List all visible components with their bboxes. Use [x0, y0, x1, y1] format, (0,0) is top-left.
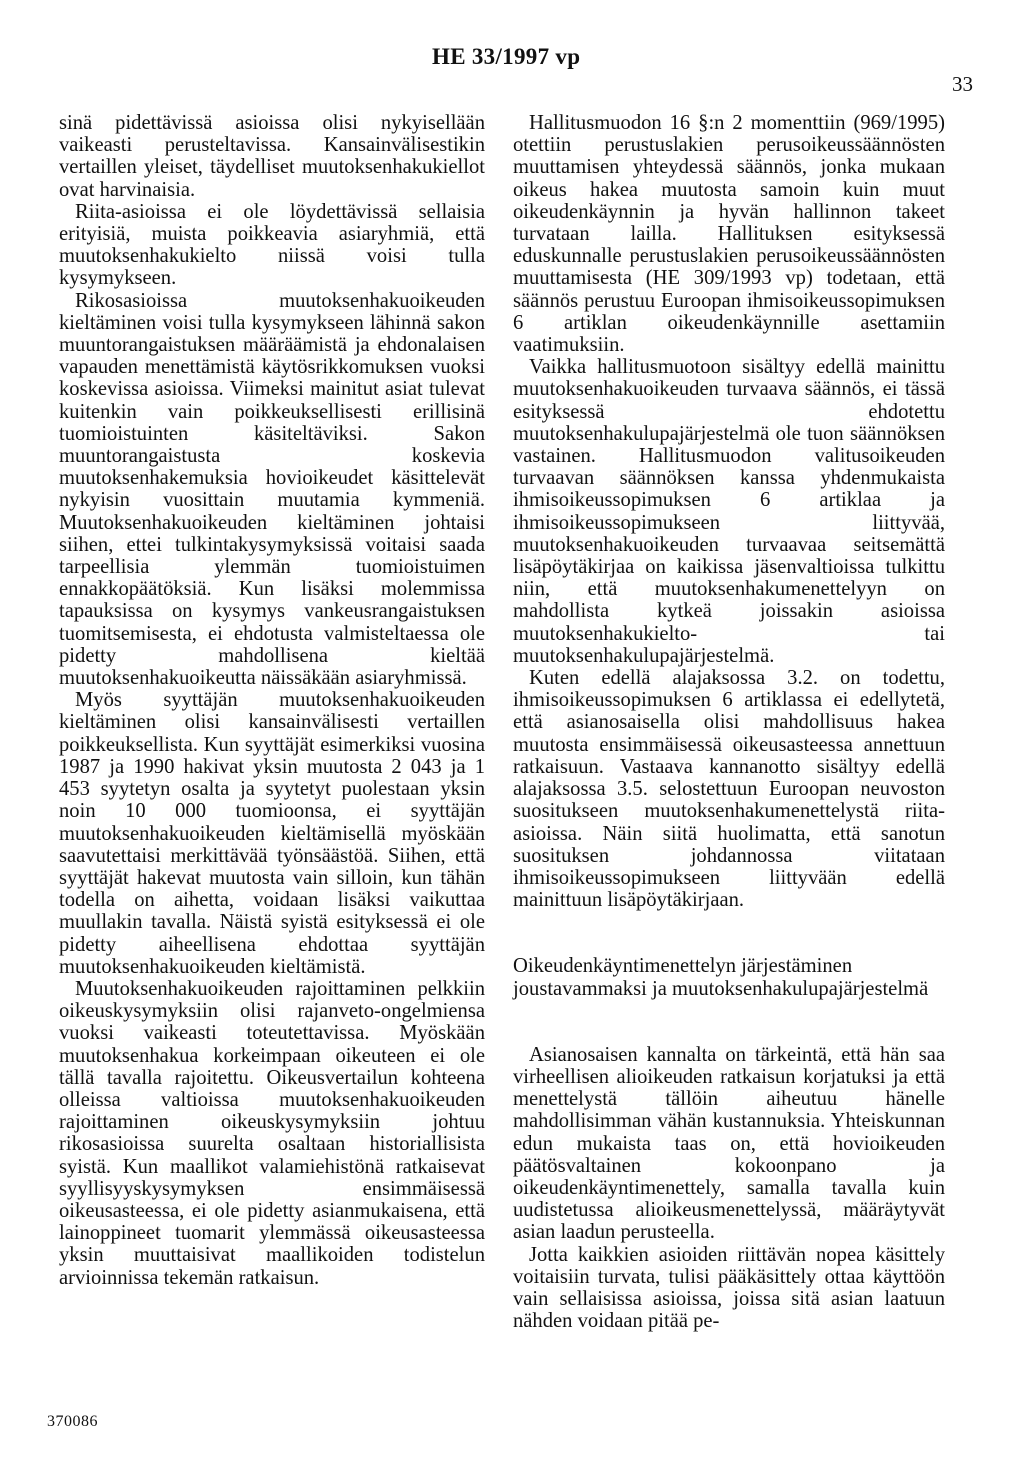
paragraph: Asianosaisen kannalta on tärkeintä, että hän saa virheellisen alioikeuden ratkaisun korjatuksi ja että menettelystä tällöin aiheutuu hänelle mahdollisimman vähän kustannuksia. Yhteiskunnan edun mukaista taas on, että hovioikeuden päätösvaltainen kokoonpano ja oikeudenkäyntimenettely, samalla tavalla kuin uudistetussa alioikeusmenettelyssä, määräytyvät asian laadun perusteella. [513, 1043, 945, 1244]
paragraph: Vaikka hallitusmuotoon sisältyy edellä mainittu muutoksenhakuoikeuden turvaava säännös, ei tässä esityksessä ehdotettu muutoksenhakulupajärjestelmä ole tuon säännöksen vastainen. Hallitusmuodon valitusoikeuden turvaavan säännöksen kanssa yhdenmukaista ihmisoikeussopimuksen 6 artiklaa ja ihmisoikeussopimukseen liittyvää, muutoksenhakuoikeuden turvaavaa seitsemättä lisäpöytäkirjaa on kaikissa jäsenvaltioissa tulkittu niin, että muutoksenhakumenettelyyn on mahdollista kytkeä joissakin asioissa muutoksenhakukielto- tai muutoksenhakulupajärjestelmä. [513, 356, 945, 667]
document-code: 370086 [47, 1413, 98, 1430]
section-heading: Oikeudenkäyntimenettelyn järjestäminen joustavammaksi ja muutoksenhakulupajärjestelmä [513, 955, 929, 1000]
page-number: 33 [952, 72, 973, 96]
left-column [59, 112, 485, 1289]
paragraph: sinä pidettävissä asioissa olisi nykyisellään vaikeasti perusteltavissa. Kansainvälisestikin vertaillen yleiset, täydelliset muutoksenhakukiellot ovat harvinaisia. [59, 112, 485, 201]
running-header: HE 33/1997 vp [432, 44, 581, 69]
paragraph: Hallitusmuodon 16 §:n 2 momenttiin (969/1995) otettiin perustuslakien perusoikeussäännösten muuttamisen yhteydessä säännös, jonka mukaan oikeus hakea muutosta samoin kuin muut oikeudenkäynnin ja hyvän hallinnon takeet turvataan lailla. Hallituksen esityksessä eduskunnalle perustuslakien perusoikeussäännösten muuttamisesta (HE 309/1993 vp) todetaan, että säännös perustuu Euroopan ihmisoikeussopimuksen 6 artiklan oikeudenkäynnille asettamiin vaatimuksiin. [513, 112, 945, 357]
right-column [513, 112, 945, 1332]
paragraph: Muutoksenhakuoikeuden rajoittaminen pelkkiin oikeuskysymyksiin olisi rajanveto-ongelmiensa vuoksi vaikeasti toteutettavissa. Myöskään muutoksenhakua korkeimpaan oikeuteen ei ole tällä tavalla rajoitettu. Oikeusvertailun kohteena olleissa valtioissa muutoksenhakuoikeuden rajoittaminen oikeuskysymyksiin johtuu rikosasioissa suurelta osaltaan historiallisista syistä. Kun maallikot valamiehistönä ratkaisevat syyllisyyskysymyksen ensimmäisessä oikeusasteessa, ei ole pidetty asianmukaisena, että lainoppineet tuomarit ylemmässä oikeusasteessa yksin muuttaisivat maallikoiden todistelun arvioinnissa tekemän ratkaisun. [59, 977, 485, 1289]
paragraph: Jotta kaikkien asioiden riittävän nopea käsittely voitaisiin turvata, tulisi pääkäsittely ottaa käyttöön vain sellaisissa asioissa, joissa sitä asian laatuun nähden voidaan pitää pe- [513, 1243, 945, 1333]
paragraph: Myös syyttäjän muutoksenhakuoikeuden kieltäminen olisi kansainvälisesti vertaillen poikkeuksellista. Kun syyttäjät esimerkiksi vuosina 1987 ja 1990 hakivat yksin muutosta 2 043 ja 1 453 syytetyn osalta ja syytetyt puolestaan yksin noin 10 000 tuomioonsa, ei syyttäjän muutoksenhakuoikeuden kieltämisellä myöskään saavutettaisi merkittävää työnsäästöä. Siihen, että syyttäjät hakevat muutosta vain silloin, kun tähän todella on aihetta, voidaan lisäksi vaikuttaa muullakin tavalla. Näistä syistä esityksessä ei ole pidetty aiheellisena ehdottaa syyttäjän muutoksenhakuoikeuden kieltämistä. [59, 689, 485, 978]
paragraph: Riita-asioissa ei ole löydettävissä sellaisia erityisiä, muista poikkeavia asiaryhmiä, että muutoksenhakukielto niissä voisi tulla kysymykseen. [59, 200, 485, 290]
paragraph: Kuten edellä alajaksossa 3.2. on todettu, ihmisoikeussopimuksen 6 artiklassa ei edellytetä, että asianosaisella olisi mahdollisuus hakea muutosta ensimmäisessä oikeusasteessa annettuun ratkaisuun. Vastaava kannanotto sisältyy edellä alajaksossa 3.5. selostettuun Euroopan neuvoston suositukseen muutoksenhakumenettelystä riita-asioissa. Näin siitä huolimatta, että sanotun suosituksen johdannossa viitataan ihmisoikeussopimukseen liittyvään edellä mainittuun lisäpöytäkirjaan. [513, 667, 945, 912]
paragraph: Rikosasioissa muutoksenhakuoikeuden kieltäminen voisi tulla kysymykseen lähinnä sakon muuntorangaistuksen määräämistä ja ehdonalaisen vapauden menettämistä käytösrikkomuksen vuoksi koskevissa asioissa. Viimeksi mainitut asiat tulevat kuitenkin vain poikkeuksellisesti erillisinä tuomioistuinten käsiteltäviksi. Sakon muuntorangaistusta koskevia muutoksenhakemuksia hovioikeudet käsittelevät nykyisin vuosittain muutamia kymmeniä. Muutoksenhakuoikeuden kieltäminen johtaisi siihen, ettei tulkintakysymyksissä voitaisi saada tarpeellisia ylemmän tuomioistuimen ennakkopäätöksiä. Kun lisäksi molemmissa tapauksissa on kysymys vankeusrangaistuksen tuomitsemisesta, ei ehdotusta valmisteltaessa ole pidetty mahdollisena kieltää muutoksenhakuoikeutta näissäkään asiaryhmissä. [59, 289, 485, 690]
